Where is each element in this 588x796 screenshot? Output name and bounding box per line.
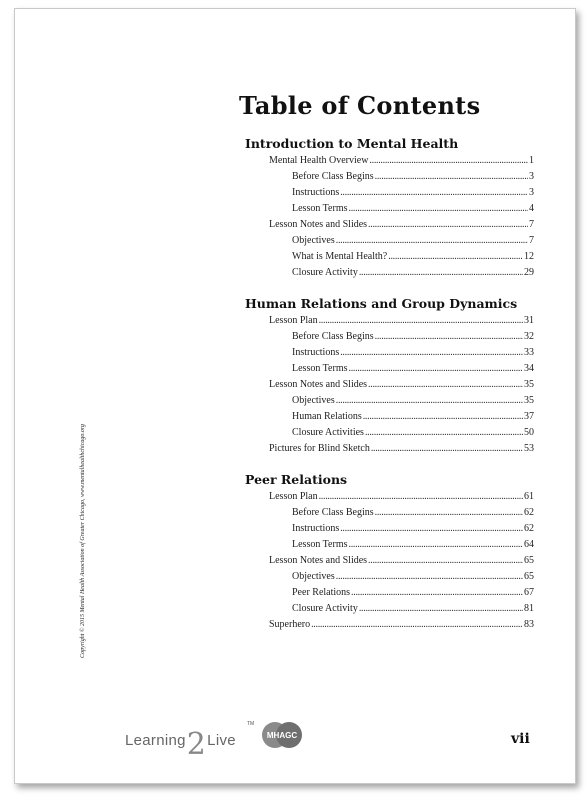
toc-entry-label: Closure Activity [292, 603, 358, 614]
dot-leader [349, 537, 524, 553]
toc-entry-page: 65 [524, 555, 534, 566]
dot-leader [359, 601, 523, 617]
toc-entry[interactable] [245, 265, 534, 281]
toc-entry-label: Peer Relations [292, 587, 351, 598]
toc-entry[interactable] [245, 505, 534, 521]
toc-entry-page: 65 [524, 571, 534, 582]
toc-entry[interactable] [245, 553, 534, 569]
toc-entry-label: Lesson Plan [269, 315, 318, 326]
toc-entry-page: 67 [524, 587, 534, 598]
dot-leader [319, 313, 523, 329]
toc-entry-page: 62 [524, 507, 534, 518]
toc-entry[interactable] [245, 441, 534, 457]
toc-entry-page: 3 [529, 187, 534, 198]
section-heading: Human Relations and Group Dynamics [245, 296, 518, 311]
toc-entry-page: 61 [524, 491, 534, 502]
toc-entry-page: 33 [524, 347, 534, 358]
toc-entry-page: 83 [524, 619, 534, 630]
dot-leader [351, 585, 523, 601]
toc-entry-label: Human Relations [292, 411, 362, 422]
toc-entry[interactable] [245, 585, 534, 601]
logo-word-live: Live [207, 732, 236, 749]
toc-entry-label: Lesson Terms [292, 203, 348, 214]
page-title: Table of Contents [239, 91, 481, 120]
toc-entry-label: Lesson Terms [292, 363, 348, 374]
table-of-contents [245, 135, 534, 633]
toc-entry[interactable] [245, 217, 534, 233]
dot-leader [340, 521, 523, 537]
dot-leader [371, 441, 523, 457]
mhagc-logo [261, 721, 303, 749]
section-heading: Introduction to Mental Health [245, 136, 459, 151]
toc-entry-page: 7 [529, 235, 534, 246]
logo-numeral: 2 [186, 727, 207, 762]
toc-entry-page: 32 [524, 331, 534, 342]
toc-entry[interactable] [245, 425, 534, 441]
dot-leader [375, 329, 523, 345]
toc-entry[interactable] [245, 201, 534, 217]
toc-entry[interactable] [245, 537, 534, 553]
toc-entry-label: Lesson Notes and Slides [269, 219, 368, 230]
toc-entry[interactable] [245, 409, 534, 425]
toc-entry-label: Before Class Begins [292, 507, 374, 518]
toc-entry[interactable] [245, 393, 534, 409]
toc-entry-page: 29 [524, 267, 534, 278]
toc-entry[interactable] [245, 601, 534, 617]
toc-entry-page: 12 [524, 251, 534, 262]
toc-entry-label: Superhero [269, 619, 311, 630]
toc-entry-label: Objectives [292, 235, 335, 246]
dot-leader [375, 169, 528, 185]
toc-entry[interactable] [245, 233, 534, 249]
toc-entry-label: Closure Activity [292, 267, 358, 278]
toc-entry-label: Objectives [292, 395, 335, 406]
toc-entry[interactable] [245, 313, 534, 329]
toc-entry-label: Instructions [292, 347, 340, 358]
toc-entry-page: 4 [529, 203, 534, 214]
dot-leader [340, 345, 523, 361]
toc-entry-page: 62 [524, 523, 534, 534]
toc-entry[interactable] [245, 521, 534, 537]
toc-entry[interactable] [245, 569, 534, 585]
logo-word-learning: Learning [125, 732, 186, 749]
toc-entry-page: 35 [524, 379, 534, 390]
toc-entry[interactable] [245, 345, 534, 361]
dot-leader [340, 185, 528, 201]
toc-entry-page: 35 [524, 395, 534, 406]
toc-entry[interactable] [245, 329, 534, 345]
toc-entry-page: 31 [524, 315, 534, 326]
toc-entry-label: Objectives [292, 571, 335, 582]
toc-entry-label: Instructions [292, 187, 340, 198]
dot-leader [368, 553, 523, 569]
dot-leader [375, 505, 523, 521]
dot-leader [349, 361, 524, 377]
toc-entry[interactable] [245, 169, 534, 185]
toc-entry-label: Lesson Notes and Slides [269, 555, 368, 566]
dot-leader [311, 617, 523, 633]
page-number: vii [511, 731, 530, 747]
dot-leader [368, 217, 528, 233]
toc-entry-label: What is Mental Health? [292, 251, 388, 262]
toc-entry-page: 81 [524, 603, 534, 614]
dot-leader [319, 489, 523, 505]
dot-leader [359, 265, 523, 281]
dot-leader [369, 153, 528, 169]
toc-entry[interactable] [245, 377, 534, 393]
dot-leader [336, 569, 523, 585]
toc-entry[interactable] [245, 249, 534, 265]
toc-entry-label: Before Class Begins [292, 171, 374, 182]
toc-entry-page: 64 [524, 539, 534, 550]
toc-entry-label: Pictures for Blind Sketch [269, 443, 370, 454]
dot-leader [368, 377, 523, 393]
toc-entry-page: 37 [524, 411, 534, 422]
toc-entry-label: Lesson Terms [292, 539, 348, 550]
dot-leader [336, 233, 528, 249]
toc-entry-page: 53 [524, 443, 534, 454]
copyright-notice: Copyright © 2015 Mental Health Association of Greater Chicago, www.mentalhealthchicago.org [80, 424, 86, 658]
toc-entry-page: 50 [524, 427, 534, 438]
trademark-mark: TM [247, 721, 255, 727]
toc-entry-page: 34 [524, 363, 534, 374]
toc-entry-label: Mental Health Overview [269, 155, 369, 166]
toc-entry-label: Lesson Notes and Slides [269, 379, 368, 390]
dot-leader [365, 425, 523, 441]
toc-entry[interactable] [245, 361, 534, 377]
section-heading: Peer Relations [245, 472, 348, 487]
dot-leader [349, 201, 529, 217]
toc-entry-label: Instructions [292, 523, 340, 534]
toc-entry-page: 1 [529, 155, 534, 166]
toc-entry[interactable] [245, 489, 534, 505]
toc-entry[interactable] [245, 185, 534, 201]
dot-leader [336, 393, 523, 409]
toc-entry[interactable] [245, 617, 534, 633]
toc-entry-page: 7 [529, 219, 534, 230]
document-page [14, 8, 576, 784]
toc-entry-label: Lesson Plan [269, 491, 318, 502]
toc-entry-label: Before Class Begins [292, 331, 374, 342]
dot-leader [363, 409, 523, 425]
learning2live-logo [125, 727, 236, 762]
toc-entry[interactable] [245, 153, 534, 169]
dot-leader [388, 249, 523, 265]
toc-entry-page: 3 [529, 171, 534, 182]
seal-text: MHAGC [266, 731, 298, 740]
toc-entry-label: Closure Activities [292, 427, 364, 438]
